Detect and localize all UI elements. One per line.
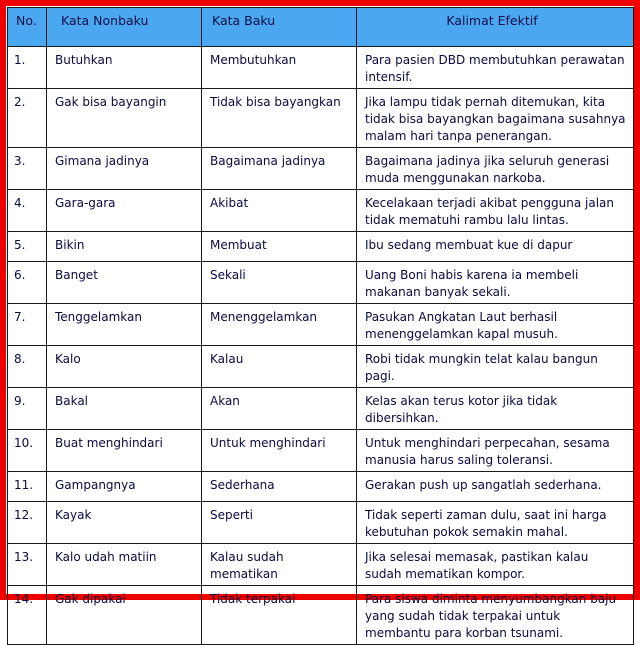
row-number: 2. bbox=[8, 89, 47, 148]
cell-kalimat: Para siswa diminta menyumbangkan baju yang sudah tidak terpakai untuk membantu para korban tsunami. bbox=[357, 586, 634, 645]
cell-baku: Sederhana bbox=[202, 472, 357, 502]
table-body bbox=[8, 47, 634, 645]
cell-kalimat: Jika lampu tidak pernah ditemukan, kita tidak bisa bayangkan bagaimana susahnya malam hari tanpa penerangan. bbox=[357, 89, 634, 148]
cell-kalimat: Jika selesai memasak, pastikan kalau sudah mematikan kompor. bbox=[357, 544, 634, 586]
cell-kalimat: Pasukan Angkatan Laut berhasil menenggelamkan kapal musuh. bbox=[357, 304, 634, 346]
row-number: 3. bbox=[8, 148, 47, 190]
cell-baku: Seperti bbox=[202, 502, 357, 544]
table-row bbox=[8, 388, 634, 430]
row-number: 6. bbox=[8, 262, 47, 304]
cell-kalimat: Para pasien DBD membutuhkan perawatan intensif. bbox=[357, 47, 634, 89]
row-number: 7. bbox=[8, 304, 47, 346]
table-row bbox=[8, 346, 634, 388]
header-kalimat: Kalimat Efektif bbox=[357, 8, 634, 47]
cell-baku: Tidak terpakai bbox=[202, 586, 357, 645]
table-row bbox=[8, 544, 634, 586]
table-row bbox=[8, 148, 634, 190]
table-row bbox=[8, 472, 634, 502]
table-row bbox=[8, 232, 634, 262]
header-nonbaku: Kata Nonbaku bbox=[47, 8, 202, 47]
cell-nonbaku: Banget bbox=[47, 262, 202, 304]
cell-kalimat: Kecelakaan terjadi akibat pengguna jalan tidak mematuhi rambu lalu lintas. bbox=[357, 190, 634, 232]
cell-baku: Kalau bbox=[202, 346, 357, 388]
cell-nonbaku: Kalo udah matiin bbox=[47, 544, 202, 586]
header-row bbox=[8, 8, 634, 47]
cell-nonbaku: Gampangnya bbox=[47, 472, 202, 502]
cell-nonbaku: Bikin bbox=[47, 232, 202, 262]
cell-baku: Kalau sudah mematikan bbox=[202, 544, 357, 586]
cell-nonbaku: Tenggelamkan bbox=[47, 304, 202, 346]
cell-nonbaku: Gak bisa bayangin bbox=[47, 89, 202, 148]
cell-baku: Membuat bbox=[202, 232, 357, 262]
row-number: 9. bbox=[8, 388, 47, 430]
table-container bbox=[6, 6, 634, 640]
cell-baku: Menenggelamkan bbox=[202, 304, 357, 346]
cell-baku: Sekali bbox=[202, 262, 357, 304]
table-row bbox=[8, 47, 634, 89]
cell-baku: Untuk menghindari bbox=[202, 430, 357, 472]
row-number: 1. bbox=[8, 47, 47, 89]
row-number: 8. bbox=[8, 346, 47, 388]
cell-baku: Membutuhkan bbox=[202, 47, 357, 89]
cell-baku: Tidak bisa bayangkan bbox=[202, 89, 357, 148]
cell-kalimat: Robi tidak mungkin telat kalau bangun pagi. bbox=[357, 346, 634, 388]
table-row bbox=[8, 304, 634, 346]
cell-nonbaku: Gak dipakai bbox=[47, 586, 202, 645]
cell-kalimat: Uang Boni habis karena ia membeli makanan banyak sekali. bbox=[357, 262, 634, 304]
cell-kalimat: Tidak seperti zaman dulu, saat ini harga kebutuhan pokok semakin mahal. bbox=[357, 502, 634, 544]
row-number: 14. bbox=[8, 586, 47, 645]
table-row bbox=[8, 89, 634, 148]
table-row bbox=[8, 502, 634, 544]
row-number: 13. bbox=[8, 544, 47, 586]
cell-nonbaku: Butuhkan bbox=[47, 47, 202, 89]
row-number: 11. bbox=[8, 472, 47, 502]
row-number: 4. bbox=[8, 190, 47, 232]
cell-baku: Bagaimana jadinya bbox=[202, 148, 357, 190]
cell-kalimat: Ibu sedang membuat kue di dapur bbox=[357, 232, 634, 262]
row-number: 5. bbox=[8, 232, 47, 262]
table-row bbox=[8, 586, 634, 645]
cell-kalimat: Gerakan push up sangatlah sederhana. bbox=[357, 472, 634, 502]
cell-nonbaku: Kalo bbox=[47, 346, 202, 388]
table-row bbox=[8, 190, 634, 232]
cell-nonbaku: Buat menghindari bbox=[47, 430, 202, 472]
cell-baku: Akan bbox=[202, 388, 357, 430]
cell-baku: Akibat bbox=[202, 190, 357, 232]
row-number: 12. bbox=[8, 502, 47, 544]
cell-nonbaku: Gara-gara bbox=[47, 190, 202, 232]
cell-kalimat: Kelas akan terus kotor jika tidak dibersihkan. bbox=[357, 388, 634, 430]
header-baku: Kata Baku bbox=[202, 8, 357, 47]
cell-nonbaku: Bakal bbox=[47, 388, 202, 430]
table-row bbox=[8, 430, 634, 472]
word-table bbox=[7, 7, 634, 645]
table-row bbox=[8, 262, 634, 304]
cell-nonbaku: Gimana jadinya bbox=[47, 148, 202, 190]
cell-kalimat: Untuk menghindari perpecahan, sesama manusia harus saling toleransi. bbox=[357, 430, 634, 472]
cell-kalimat: Bagaimana jadinya jika seluruh generasi muda menggunakan narkoba. bbox=[357, 148, 634, 190]
row-number: 10. bbox=[8, 430, 47, 472]
header-no: No. bbox=[8, 8, 47, 47]
cell-nonbaku: Kayak bbox=[47, 502, 202, 544]
